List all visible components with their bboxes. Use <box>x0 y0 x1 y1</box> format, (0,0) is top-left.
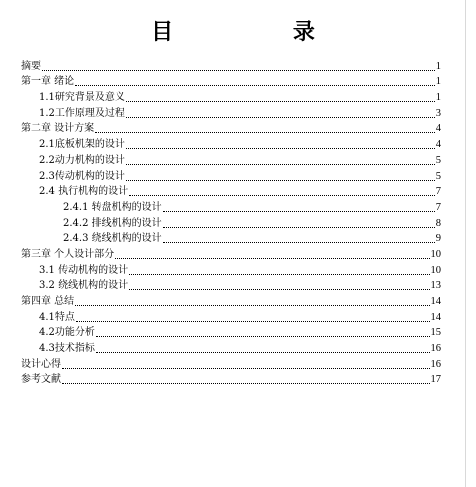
toc-entry-abstract[interactable] <box>21 57 441 73</box>
dot-leader <box>62 368 430 369</box>
dot-leader <box>126 164 435 165</box>
toc-entry-page: 5 <box>435 154 441 166</box>
toc-entry-chapter-3[interactable] <box>21 245 441 261</box>
dot-leader <box>126 180 435 181</box>
toc-entry-label: 2.1底板机架的设计 <box>39 139 125 151</box>
toc-entry-page: 10 <box>430 264 441 276</box>
toc-entry-page: 1 <box>435 92 441 104</box>
toc-entry-page: 1 <box>435 60 441 72</box>
toc-entry-label: 设计心得 <box>21 358 61 370</box>
toc-entry-label: 第二章 设计方案 <box>21 123 95 135</box>
toc-entry-chapter-2[interactable] <box>21 120 441 136</box>
dot-leader <box>129 274 429 275</box>
toc-entry-page: 15 <box>430 327 441 339</box>
toc-entry-2-4-2[interactable] <box>21 214 441 230</box>
toc-list <box>21 57 441 386</box>
dot-leader <box>75 305 429 306</box>
toc-entry-4-3[interactable] <box>21 339 441 355</box>
toc-entry-page: 14 <box>430 296 441 307</box>
toc-entry-label: 2.4.3 绕线机构的设计 <box>63 233 162 245</box>
toc-entry-label: 2.2动力机构的设计 <box>39 154 125 166</box>
toc-entry-chapter-1[interactable] <box>21 73 441 89</box>
toc-entry-page: 4 <box>435 123 441 135</box>
toc-entry-2-2[interactable] <box>21 151 441 167</box>
toc-entry-page: 14 <box>430 311 441 323</box>
toc-entry-page: 5 <box>435 170 441 182</box>
dot-leader <box>129 289 429 290</box>
toc-entry-page: 7 <box>435 201 441 213</box>
toc-entry-1-1[interactable] <box>21 88 441 104</box>
dot-leader <box>129 195 435 196</box>
dot-leader <box>62 383 430 384</box>
toc-entry-2-3[interactable] <box>21 167 441 183</box>
toc-entry-page: 9 <box>435 233 441 245</box>
toc-entry-label: 参考文献 <box>21 374 61 386</box>
toc-entry-page: 1 <box>435 76 441 88</box>
dot-leader <box>126 117 435 118</box>
toc-entry-2-4-3[interactable] <box>21 230 441 246</box>
toc-entry-label: 第三章 个人设计部分 <box>21 248 115 260</box>
toc-entry-label: 3.1 传动机构的设计 <box>39 264 129 276</box>
toc-entry-page: 10 <box>430 248 441 260</box>
dot-leader <box>163 227 435 228</box>
toc-entry-references[interactable] <box>21 371 441 387</box>
toc-entry-chapter-4[interactable] <box>21 292 441 308</box>
toc-entry-page: 17 <box>430 374 441 386</box>
toc-entry-label: 2.4 执行机构的设计 <box>39 186 129 198</box>
toc-entry-design-notes[interactable] <box>21 355 441 371</box>
toc-entry-page: 8 <box>435 217 441 229</box>
toc-entry-label: 2.3传动机构的设计 <box>39 170 125 182</box>
toc-entry-page: 3 <box>435 107 441 119</box>
dot-leader <box>163 211 435 212</box>
toc-entry-1-2[interactable] <box>21 104 441 120</box>
toc-entry-3-1[interactable] <box>21 261 441 277</box>
toc-entry-page: 16 <box>430 343 441 355</box>
toc-entry-2-4[interactable] <box>21 183 441 199</box>
dot-leader <box>126 148 435 149</box>
toc-entry-page: 16 <box>430 358 441 370</box>
dot-leader <box>163 242 435 243</box>
toc-entry-label: 1.1研究背景及意义 <box>39 92 125 104</box>
toc-entry-4-2[interactable] <box>21 324 441 340</box>
toc-entry-label: 4.2功能分析 <box>39 327 95 339</box>
dot-leader <box>96 352 430 353</box>
toc-entry-label: 1.2工作原理及过程 <box>39 107 125 119</box>
toc-entry-4-1[interactable] <box>21 308 441 324</box>
toc-entry-label: 2.4.1 转盘机构的设计 <box>63 201 162 213</box>
toc-entry-page: 4 <box>435 139 441 151</box>
toc-entry-label: 第一章 绪论 <box>21 76 75 88</box>
dot-leader <box>126 101 435 102</box>
dot-leader <box>75 85 435 86</box>
toc-entry-label: 第四章 总结 <box>21 296 75 307</box>
toc-entry-label: 摘要 <box>21 60 41 72</box>
toc-entry-page: 7 <box>435 186 441 198</box>
toc-entry-2-4-1[interactable] <box>21 198 441 214</box>
dot-leader <box>42 70 435 71</box>
toc-entry-label: 3.2 绕线机构的设计 <box>39 280 129 292</box>
toc-title: 目 录 <box>151 20 371 45</box>
dot-leader <box>76 321 430 322</box>
toc-entry-label: 4.3技术指标 <box>39 343 95 355</box>
toc-entry-label: 2.4.2 排线机构的设计 <box>63 217 162 229</box>
dot-leader <box>95 132 435 133</box>
toc-entry-2-1[interactable] <box>21 135 441 151</box>
toc-entry-3-2[interactable] <box>21 277 441 293</box>
toc-entry-label: 4.1特点 <box>39 311 75 323</box>
toc-entry-page: 13 <box>430 280 441 292</box>
dot-leader <box>115 258 429 259</box>
dot-leader <box>96 336 430 337</box>
